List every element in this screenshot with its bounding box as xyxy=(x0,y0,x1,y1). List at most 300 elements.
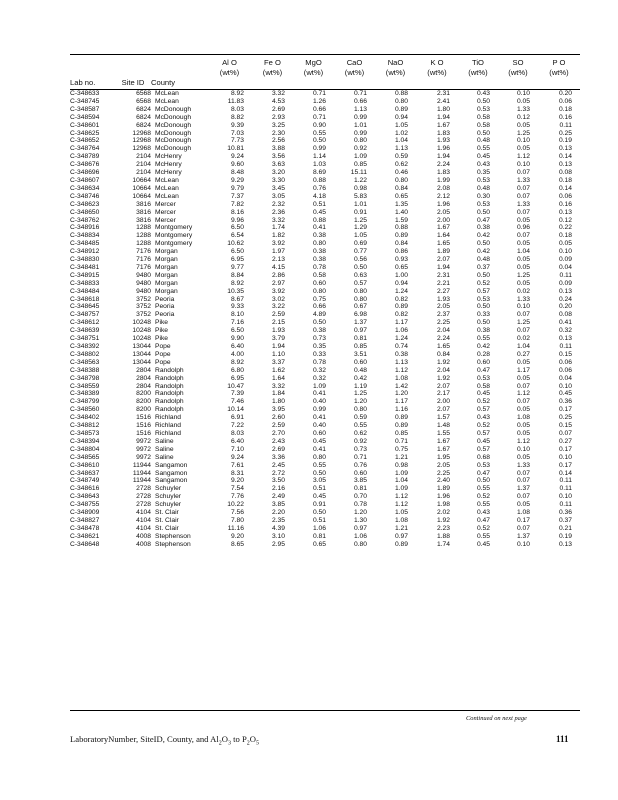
table-cell: 0.36 xyxy=(558,509,572,517)
table-cell: C-348481 xyxy=(70,263,100,271)
table-cell: 11944 xyxy=(132,477,151,485)
table-cell: 0.32 xyxy=(312,374,326,382)
table-cell: 8.92 xyxy=(230,90,244,97)
table-cell: 0.07 xyxy=(516,327,530,335)
table-cell: 10.35 xyxy=(227,287,244,295)
table-cell: 0.80 xyxy=(353,137,367,145)
table-row xyxy=(70,280,580,288)
table-cell: Pope xyxy=(155,358,171,366)
table-cell: 0.08 xyxy=(558,311,572,319)
table-cell: 1.96 xyxy=(436,145,450,153)
table-cell: 1.16 xyxy=(394,406,408,414)
table-cell: 6.95 xyxy=(230,256,244,264)
table-cell: 1.04 xyxy=(394,137,408,145)
table-cell: 0.45 xyxy=(558,390,572,398)
table-cell: 0.47 xyxy=(476,516,490,524)
table-cell: 1.24 xyxy=(394,335,408,343)
table-cell: 3.30 xyxy=(271,176,285,184)
table-row xyxy=(70,375,580,383)
table-row xyxy=(70,217,580,225)
table-cell: 3816 xyxy=(136,200,151,208)
table-cell: 6.95 xyxy=(230,374,244,382)
table-cell: 3.36 xyxy=(271,453,285,461)
header-county: County xyxy=(151,78,176,87)
table-row xyxy=(70,272,580,280)
table-cell: 0.33 xyxy=(476,311,490,319)
table-cell: 0.99 xyxy=(312,406,326,414)
table-cell: 1.05 xyxy=(394,121,408,129)
table-cell: C-348798 xyxy=(70,374,100,382)
table-cell: 10248 xyxy=(132,335,151,343)
unit-label: (wt%) xyxy=(508,68,528,77)
table-cell: Randolph xyxy=(155,366,184,374)
table-cell: 0.22 xyxy=(558,224,572,232)
table-cell: 0.20 xyxy=(558,90,572,97)
unit-label: (wt%) xyxy=(468,68,488,77)
table-cell: C-348392 xyxy=(70,343,100,350)
header-site-id: Site ID xyxy=(121,78,145,87)
table-cell: McDonough xyxy=(155,129,192,137)
table-cell: Stephenson xyxy=(155,540,191,548)
table-cell: 0.13 xyxy=(558,208,572,216)
table-cell: 0.17 xyxy=(558,406,572,414)
table-cell: 0.13 xyxy=(558,161,572,169)
table-cell: 0.06 xyxy=(558,366,572,374)
table-cell: 0.10 xyxy=(558,453,572,461)
table-cell: C-348764 xyxy=(70,145,100,153)
table-cell: 0.10 xyxy=(558,493,572,501)
table-cell: 2.08 xyxy=(436,184,450,192)
table-cell: C-348402 xyxy=(70,414,100,422)
table-cell: 2.95 xyxy=(271,540,285,548)
table-cell: 2.07 xyxy=(436,382,450,390)
table-cell: 0.58 xyxy=(476,121,490,129)
table-cell: 2.13 xyxy=(271,256,285,264)
table-cell: 0.48 xyxy=(476,137,490,145)
table-cell: 9.96 xyxy=(230,216,244,224)
page-number: 111 xyxy=(556,734,569,744)
table-cell: Peoria xyxy=(155,311,175,319)
table-cell: 0.76 xyxy=(353,461,367,469)
table-cell: 1.12 xyxy=(394,493,408,501)
table-cell: 0.40 xyxy=(312,398,326,406)
table-cell: 1.84 xyxy=(271,390,285,398)
table-cell: 3.45 xyxy=(271,184,285,192)
table-cell: 1.83 xyxy=(436,129,450,137)
table-cell: 0.25 xyxy=(558,129,572,137)
table-cell: 0.53 xyxy=(476,374,490,382)
table-cell: 0.11 xyxy=(559,343,572,350)
table-cell: C-348652 xyxy=(70,137,100,145)
table-cell: 13044 xyxy=(132,350,151,358)
table-cell: 4.39 xyxy=(271,524,285,532)
table-cell: 0.07 xyxy=(516,208,530,216)
table-cell: 0.78 xyxy=(353,501,367,509)
table-cell: 2.07 xyxy=(436,406,450,414)
table-cell: 1.12 xyxy=(394,366,408,374)
table-cell: 0.04 xyxy=(558,263,572,271)
table-cell: 0.57 xyxy=(476,445,490,453)
table-cell: 1.26 xyxy=(312,97,326,105)
table-cell: 7.73 xyxy=(230,137,244,145)
table-row xyxy=(70,209,580,217)
table-cell: 2.97 xyxy=(271,279,285,287)
table-cell: 0.07 xyxy=(516,169,530,177)
table-cell: 0.32 xyxy=(558,327,572,335)
table-row xyxy=(70,501,580,509)
table-cell: 0.60 xyxy=(312,429,326,437)
table-cell: 7.22 xyxy=(230,422,244,430)
table-cell: 0.50 xyxy=(476,129,490,137)
table-cell: 15.11 xyxy=(350,169,367,177)
table-cell: 0.89 xyxy=(394,105,408,113)
table-cell: C-348634 xyxy=(70,184,100,192)
table-cell: 2804 xyxy=(136,374,151,382)
table-cell: 0.10 xyxy=(558,382,572,390)
table-cell: 4.18 xyxy=(312,192,326,200)
table-cell: 0.66 xyxy=(312,303,326,311)
table-cell: 9.90 xyxy=(230,335,244,343)
table-cell: 1.12 xyxy=(516,153,530,161)
table-cell: C-348643 xyxy=(70,493,100,501)
table-cell: 0.62 xyxy=(353,429,367,437)
table-cell: 1.96 xyxy=(436,200,450,208)
table-cell: C-348751 xyxy=(70,335,100,343)
table-cell: 10.47 xyxy=(227,382,244,390)
table-cell: 1.08 xyxy=(394,374,408,382)
table-cell: 9480 xyxy=(136,271,151,279)
table-cell: 1.37 xyxy=(516,532,530,540)
table-cell: 0.97 xyxy=(353,327,367,335)
table-cell: 9.79 xyxy=(230,184,244,192)
table-cell: 0.57 xyxy=(353,279,367,287)
table-cell: 3.50 xyxy=(271,477,285,485)
table-cell: 0.89 xyxy=(394,422,408,430)
table-cell: 0.07 xyxy=(516,477,530,485)
table-row xyxy=(70,477,580,485)
table-cell: 0.05 xyxy=(516,422,530,430)
table-cell: 1.92 xyxy=(436,374,450,382)
table-cell: C-348909 xyxy=(70,509,100,517)
table-cell: McLean xyxy=(155,184,179,192)
table-cell: 0.99 xyxy=(353,113,367,121)
table-cell: 0.91 xyxy=(353,208,367,216)
table-cell: 6.50 xyxy=(230,224,244,232)
table-cell: 0.97 xyxy=(353,524,367,532)
table-cell: 0.10 xyxy=(516,161,530,169)
table-cell: 2.15 xyxy=(271,319,285,327)
table-cell: C-348789 xyxy=(70,153,100,161)
table-cell: C-348812 xyxy=(70,422,100,430)
table-cell: 2.00 xyxy=(436,216,450,224)
table-cell: 0.07 xyxy=(516,524,530,532)
table-cell: 2.16 xyxy=(271,485,285,493)
table-cell: 7.46 xyxy=(230,398,244,406)
table-cell: 6.40 xyxy=(230,437,244,445)
unit-label: (wt%) xyxy=(344,68,365,77)
table-cell: 0.80 xyxy=(394,176,408,184)
table-cell: 13044 xyxy=(132,358,151,366)
table-cell: C-348645 xyxy=(70,303,100,311)
table-cell: 0.89 xyxy=(394,232,408,240)
table-cell: 0.50 xyxy=(312,469,326,477)
table-cell: 1.62 xyxy=(271,366,285,374)
table-cell: 1.93 xyxy=(436,295,450,303)
table-cell: 0.38 xyxy=(394,350,408,358)
table-cell: 3752 xyxy=(136,303,151,311)
table-cell: Sangamon xyxy=(155,469,188,477)
table-row xyxy=(70,311,580,319)
table-cell: 1.89 xyxy=(436,248,450,256)
table-cell: 0.11 xyxy=(559,121,572,129)
table-cell: 1.25 xyxy=(353,216,367,224)
table-cell: 0.05 xyxy=(516,240,530,248)
table-cell: 0.08 xyxy=(558,169,572,177)
table-cell: 7.82 xyxy=(230,200,244,208)
table-cell: 4.89 xyxy=(312,311,326,319)
table-cell: McDonough xyxy=(155,121,192,129)
table-cell: 0.15 xyxy=(558,350,572,358)
table-cell: 0.53 xyxy=(476,105,490,113)
table-cell: 10664 xyxy=(132,176,151,184)
table-cell: 2.35 xyxy=(271,516,285,524)
table-cell: 1.08 xyxy=(516,509,530,517)
header-so3: SO xyxy=(512,58,524,67)
table-cell: Morgan xyxy=(155,248,178,256)
table-cell: 10.62 xyxy=(227,240,244,248)
table-cell: C-348607 xyxy=(70,176,100,184)
table-cell: 11.16 xyxy=(227,524,244,532)
table-cell: 2.17 xyxy=(436,390,450,398)
table-cell: 1.35 xyxy=(394,200,408,208)
table-cell: 1516 xyxy=(136,429,151,437)
table-cell: 7.39 xyxy=(230,390,244,398)
table-cell: C-348594 xyxy=(70,113,100,121)
table-cell: C-348618 xyxy=(70,295,100,303)
table-cell: 0.55 xyxy=(476,501,490,509)
table-cell: 0.71 xyxy=(353,453,367,461)
table-cell: 0.67 xyxy=(353,303,367,311)
table-cell: 7.37 xyxy=(230,192,244,200)
table-cell: 2.93 xyxy=(271,113,285,121)
table-cell: C-348616 xyxy=(70,485,100,493)
table-cell: 1.40 xyxy=(394,208,408,216)
table-cell: 1.20 xyxy=(353,509,367,517)
table-cell: 1.13 xyxy=(394,358,408,366)
table-row xyxy=(70,383,580,391)
table-cell: 0.21 xyxy=(558,524,572,532)
table-cell: 2.86 xyxy=(271,271,285,279)
header-al2o3: Al O xyxy=(222,58,237,67)
continued-note: Continued on next page xyxy=(466,715,527,722)
table-cell: 11944 xyxy=(132,461,151,469)
table-cell: 1.06 xyxy=(353,532,367,540)
table-cell: 7.54 xyxy=(230,485,244,493)
table-cell: Pope xyxy=(155,343,171,350)
table-cell: 6.80 xyxy=(230,366,244,374)
table-cell: 0.07 xyxy=(558,429,572,437)
table-cell: 1.20 xyxy=(353,398,367,406)
table-cell: 0.82 xyxy=(394,295,408,303)
table-cell: 0.14 xyxy=(558,469,572,477)
table-cell: C-348621 xyxy=(70,532,100,540)
table-cell: 3.92 xyxy=(271,240,285,248)
table-cell: 0.60 xyxy=(312,279,326,287)
table-cell: 0.47 xyxy=(476,469,490,477)
table-cell: 2.36 xyxy=(271,208,285,216)
table-cell: 1.05 xyxy=(394,509,408,517)
table-cell: 1.20 xyxy=(394,390,408,398)
table-cell: 0.05 xyxy=(516,501,530,509)
table-cell: 3.10 xyxy=(271,532,285,540)
table-cell: 0.51 xyxy=(312,516,326,524)
table-cell: 0.57 xyxy=(476,287,490,295)
table-cell: 8.16 xyxy=(230,208,244,216)
table-cell: 0.50 xyxy=(476,319,490,327)
table-cell: 1.21 xyxy=(394,524,408,532)
table-cell: 2.69 xyxy=(271,445,285,453)
table-cell: 0.50 xyxy=(476,303,490,311)
table-cell: 2.23 xyxy=(436,524,450,532)
table-cell: Pike xyxy=(155,327,169,335)
table-cell: 0.71 xyxy=(394,437,408,445)
table-cell: 1.80 xyxy=(271,398,285,406)
table-cell: 3.56 xyxy=(271,153,285,161)
table-cell: 0.94 xyxy=(394,279,408,287)
table-cell: 0.58 xyxy=(476,113,490,121)
table-cell: 0.35 xyxy=(476,169,490,177)
table-cell: 9480 xyxy=(136,287,151,295)
table-cell: 0.68 xyxy=(476,453,490,461)
table-cell: 0.13 xyxy=(558,335,572,343)
table-cell: 0.55 xyxy=(312,129,326,137)
table-row xyxy=(70,359,580,367)
table-cell: 0.56 xyxy=(353,256,367,264)
table-cell: 0.80 xyxy=(312,453,326,461)
table-row xyxy=(70,145,580,153)
header-row-oxides xyxy=(70,58,580,68)
table-cell: 0.13 xyxy=(558,287,572,295)
table-cell: 0.80 xyxy=(353,287,367,295)
table-cell: 0.69 xyxy=(353,240,367,248)
table-cell: 13044 xyxy=(132,343,151,350)
table-cell: 0.99 xyxy=(353,129,367,137)
table-cell: 1516 xyxy=(136,422,151,430)
table-cell: 6824 xyxy=(136,121,151,129)
table-cell: 0.50 xyxy=(312,137,326,145)
table-cell: 2.07 xyxy=(436,256,450,264)
table-cell: 1.08 xyxy=(394,516,408,524)
table-cell: C-348639 xyxy=(70,327,100,335)
table-cell: McLean xyxy=(155,90,179,97)
table-cell: 1.04 xyxy=(516,248,530,256)
table-cell: McHenry xyxy=(155,153,182,161)
table-cell: 0.09 xyxy=(558,279,572,287)
table-cell: 0.43 xyxy=(476,414,490,422)
table-cell: 1.04 xyxy=(516,343,530,350)
table-cell: C-348676 xyxy=(70,161,100,169)
table-cell: 0.18 xyxy=(558,176,572,184)
table-cell: 2.56 xyxy=(271,137,285,145)
table-cell: 10248 xyxy=(132,327,151,335)
table-cell: 0.19 xyxy=(558,137,572,145)
table-cell: 1.25 xyxy=(516,271,530,279)
table-cell: 9480 xyxy=(136,279,151,287)
table-cell: 0.11 xyxy=(559,477,572,485)
table-cell: 0.38 xyxy=(312,256,326,264)
table-cell: 1.33 xyxy=(516,461,530,469)
table-cell: 6824 xyxy=(136,105,151,113)
table-cell: Richland xyxy=(155,414,182,422)
table-cell: 1.24 xyxy=(394,287,408,295)
table-cell: 3.79 xyxy=(271,335,285,343)
table-cell: 2728 xyxy=(136,501,151,509)
table-cell: 0.10 xyxy=(516,445,530,453)
table-cell: 0.12 xyxy=(516,113,530,121)
table-row xyxy=(70,509,580,517)
table-cell: 0.09 xyxy=(558,256,572,264)
table-cell: 1.89 xyxy=(436,485,450,493)
table-cell: 0.38 xyxy=(476,224,490,232)
table-cell: 0.38 xyxy=(312,248,326,256)
table-cell: 0.85 xyxy=(353,343,367,350)
table-cell: 0.53 xyxy=(476,295,490,303)
table-cell: 1.92 xyxy=(436,358,450,366)
table-cell: 0.16 xyxy=(558,113,572,121)
table-cell: 2.40 xyxy=(436,477,450,485)
table-row xyxy=(70,430,580,438)
table-cell: 2.32 xyxy=(271,200,285,208)
table-cell: C-348827 xyxy=(70,516,100,524)
table-row xyxy=(70,485,580,493)
table-cell: 1.19 xyxy=(353,382,367,390)
table-cell: 0.06 xyxy=(558,192,572,200)
table-cell: 0.05 xyxy=(516,429,530,437)
table-cell: 6.98 xyxy=(353,311,367,319)
table-cell: 1.01 xyxy=(353,200,367,208)
table-cell: 7.61 xyxy=(230,461,244,469)
table-cell: 0.07 xyxy=(516,311,530,319)
table-cell: 9.60 xyxy=(230,161,244,169)
table-cell: 4.00 xyxy=(230,350,244,358)
table-row xyxy=(70,462,580,470)
table-row xyxy=(70,454,580,462)
header-row-units xyxy=(70,68,580,78)
table-row xyxy=(70,533,580,541)
table-cell: 0.04 xyxy=(558,374,572,382)
table-cell: 9.20 xyxy=(230,532,244,540)
table-cell: 2.43 xyxy=(271,437,285,445)
table-cell: 0.13 xyxy=(558,540,572,548)
table-cell: 7176 xyxy=(136,256,151,264)
table-cell: 0.65 xyxy=(394,192,408,200)
table-cell: 6.54 xyxy=(230,232,244,240)
table-cell: 0.85 xyxy=(353,161,367,169)
table-cell: 3.22 xyxy=(271,303,285,311)
table-cell: McDonough xyxy=(155,105,192,113)
table-cell: 2.59 xyxy=(271,311,285,319)
table-cell: 0.45 xyxy=(476,437,490,445)
table-cell: 0.05 xyxy=(516,97,530,105)
table-cell: 0.81 xyxy=(353,485,367,493)
table-cell: 0.05 xyxy=(516,216,530,224)
table-row xyxy=(70,493,580,501)
table-cell: 2.05 xyxy=(436,461,450,469)
table-cell: 10.14 xyxy=(227,406,244,414)
table-cell: 0.57 xyxy=(476,406,490,414)
table-row xyxy=(70,130,580,138)
table-cell: 1.64 xyxy=(436,232,450,240)
